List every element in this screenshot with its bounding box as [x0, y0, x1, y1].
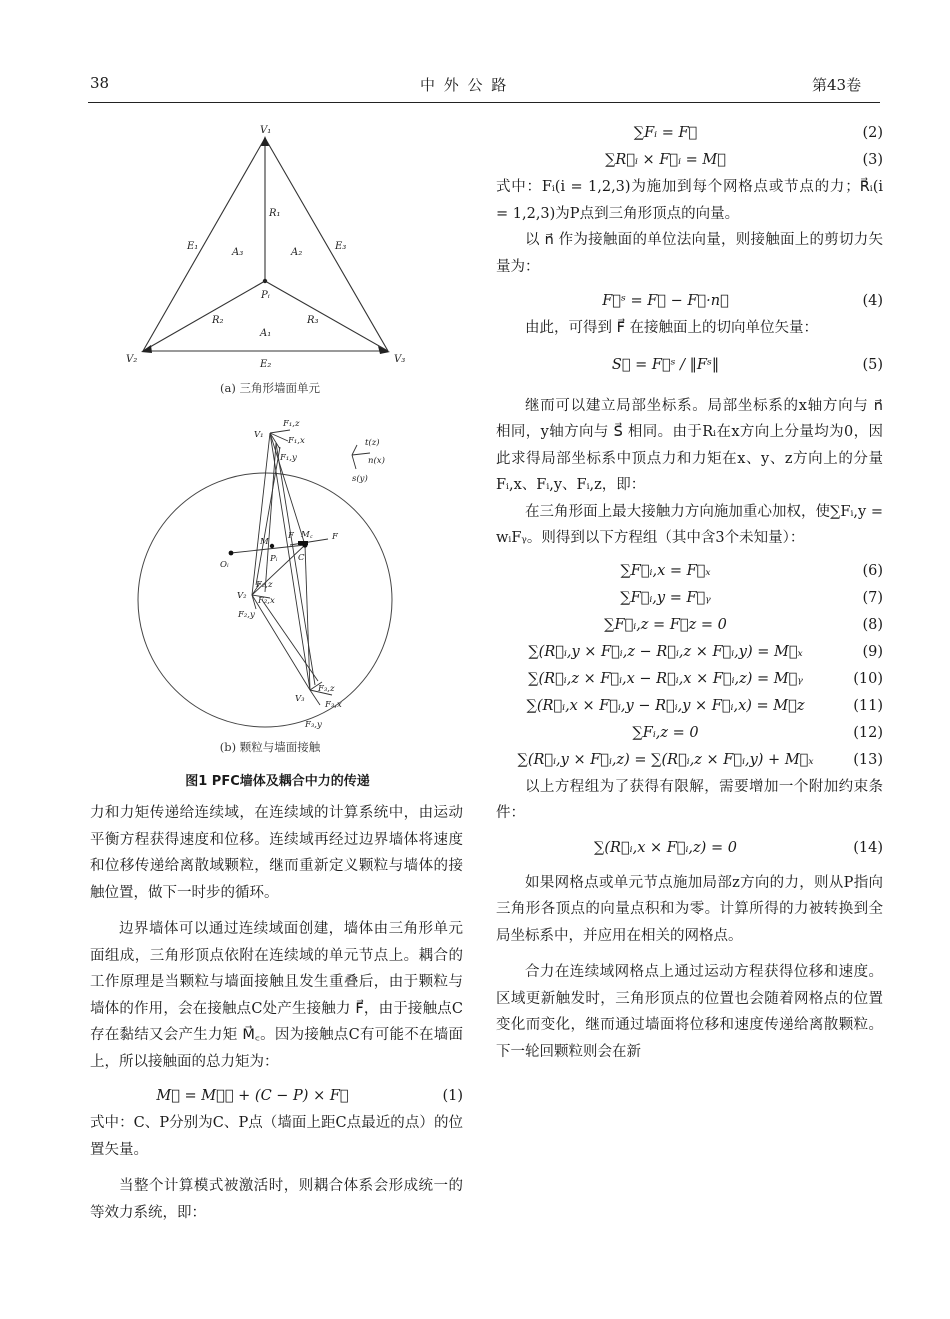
label-f-inner: F [288, 531, 294, 541]
equation-1-number: (1) [442, 1088, 463, 1105]
equation-8 [496, 612, 883, 639]
equation-7-body: ∑F⃗ᵢ,y = F⃗ᵧ [620, 589, 711, 606]
label-c: C [298, 553, 305, 563]
label-a3: A₃ [232, 247, 244, 258]
label-f3y: F₃,y [305, 720, 322, 730]
equation-11-body: ∑(R⃗ᵢ,x × F⃗ᵢ,y − R⃗ᵢ,y × F⃗ᵢ,x) = M⃗z [526, 697, 805, 714]
label-b-pi: Pᵢ [270, 554, 278, 564]
page-number: 38 [90, 74, 110, 92]
label-e3: E₃ [335, 241, 347, 252]
left-paragraph-1: 力和力矩传递给连续域，在连续域的计算系统中，由运动平衡方程获得速度和位移。连续域再经过边界墙体将速度和位移传递给离散域颗粒，继而重新定义颗粒与墙体的接触位置，做下一时步的循环。 [90, 805, 463, 901]
equation-10-body: ∑(R⃗ᵢ,z × F⃗ᵢ,x − R⃗ᵢ,x × F⃗ᵢ,z) = M⃗ᵧ [528, 670, 803, 687]
label-f1x: F₁,x [288, 436, 305, 446]
equation-13 [496, 747, 883, 774]
label-b-v3: V₃ [295, 694, 305, 704]
figure-a-triangle [110, 118, 430, 374]
right-paragraph-8: 合力在连续域网格点上通过运动方程获得位移和速度。区域更新触发时，三角形顶点的位置也会随着网格点的位置变化而变化，继而通过墙面将位移和速度传递给离散颗粒。下一轮回颗粒则会在新 [496, 964, 883, 1060]
equation-7 [496, 585, 883, 612]
equation-12-number: (12) [853, 724, 883, 741]
equation-8-body: ∑F⃗ᵢ,z = F⃗z = 0 [604, 616, 727, 633]
label-nx: n(x) [368, 456, 385, 466]
figure-a-caption: (a) 三角形墙面单元 [220, 381, 320, 395]
label-sy: s(y) [352, 474, 368, 484]
left-paragraph-2: 边界墙体可以通过连续域面创建，墙体由三角形单元面组成，三角形顶点依附在连续域的单元节点上。耦合的工作原理是当颗粒与墙面接触且发生重叠后，由于颗粒与墙体的作用，会在接触点C处产生接触力 F⃗，由于接触点C存在黏结又会产生力矩 M⃗꜀。因为接触点C有可能不在墙面上，所以接触面的总力矩为： [90, 921, 463, 1070]
label-mc: M꜀ [301, 530, 313, 540]
right-paragraph-6: 以上方程组为了获得有限解，需要增加一个附加约束条件： [496, 778, 883, 821]
equation-2 [496, 120, 883, 147]
label-r2: R₂ [212, 315, 224, 326]
label-v2: V₂ [126, 354, 138, 365]
equation-2-number: (2) [862, 125, 883, 142]
right-paragraph-7: 如果网格点或单元节点施加局部z方向的力，则从P指向三角形各顶点的向量点积和为零。计算所得的力被转换到全局坐标系中，并应用在相关的网格点。 [496, 874, 883, 944]
equation-6 [496, 558, 883, 585]
equation-1 [90, 1083, 463, 1110]
equation-7-number: (7) [862, 589, 883, 606]
equation-5-body: S⃗ = F⃗ˢ / ‖Fˢ‖ [611, 356, 720, 373]
equation-11 [496, 693, 883, 720]
label-f2x: F₂,x [258, 596, 275, 606]
label-f3z: F₃,z [318, 684, 335, 694]
equation-14 [496, 835, 883, 862]
equation-10 [496, 666, 883, 693]
figure-caption: 图1 PFC墙体及耦合中力的传递 [185, 774, 370, 789]
equation-8-number: (8) [862, 616, 883, 633]
label-f3x: F₃,x [325, 700, 342, 710]
equation-2-body: ∑Fᵢ = F⃗ [633, 125, 698, 142]
label-v1: V₁ [260, 125, 272, 136]
label-a1: A₁ [260, 328, 272, 339]
label-b-v2: V₂ [237, 591, 247, 601]
equation-5 [496, 352, 883, 379]
equation-9-number: (9) [862, 643, 883, 660]
label-e1: E₁ [187, 241, 199, 252]
label-r3: R₃ [307, 315, 319, 326]
equation-11-number: (11) [853, 697, 883, 714]
equation-3-number: (3) [862, 152, 883, 169]
equation-12-body: ∑Fᵢ,z = 0 [632, 724, 699, 741]
equation-9-body: ∑(R⃗ᵢ,y × F⃗ᵢ,z − R⃗ᵢ,z × F⃗ᵢ,y) = M⃗ₓ [528, 643, 803, 660]
equation-5-number: (5) [862, 356, 883, 373]
label-m: M [260, 537, 269, 547]
equation-6-number: (6) [862, 562, 883, 579]
header-rule [88, 102, 880, 103]
equation-1-body: M⃗ = M⃗꜀ + (C − P) × F⃗ [156, 1088, 349, 1105]
equation-10-number: (10) [853, 670, 883, 687]
left-column [90, 800, 463, 1226]
label-r1: R₁ [269, 208, 281, 219]
figure-b-contact [120, 405, 420, 735]
right-paragraph-2: 以 n⃗ 作为接触面的单位法向量，则接触面上的剪切力矢量为： [496, 232, 883, 275]
equation-4 [496, 288, 883, 315]
label-e2: E₂ [260, 359, 272, 370]
journal-title: 中 外 公 路 [420, 76, 509, 94]
equation-3 [496, 147, 883, 174]
equation-13-number: (13) [853, 751, 883, 768]
right-paragraph-5: 在三角形面上最大接触力方向施加重心加权，使∑Fᵢ,y = wᵢFᵧ。则得到以下方程组（其中含3个未知量）： [496, 503, 883, 546]
equation-3-body: ∑R⃗ᵢ × F⃗ᵢ = M⃗ [605, 152, 726, 169]
right-paragraph-1: 式中：Fᵢ(i = 1,2,3)为施加到每个网格点或节点的力；R⃗ᵢ(i = 1,2,3)为P点到三角形顶点的向量。 [496, 179, 883, 222]
label-f1y: F₁,y [280, 453, 297, 463]
label-b-v1: V₁ [254, 430, 264, 440]
label-tz: t(z) [365, 438, 380, 448]
label-f-outer: F [332, 532, 338, 542]
label-oi: Oᵢ [220, 560, 229, 570]
equation-4-number: (4) [862, 293, 883, 310]
equation-9 [496, 639, 883, 666]
equation-4-body: F⃗ˢ = F⃗ − F⃗·n⃗ [602, 293, 729, 310]
equation-14-body: ∑(R⃗ᵢ,x × F⃗ᵢ,z) = 0 [594, 839, 737, 856]
label-pi: Pᵢ [261, 290, 270, 301]
label-v3: V₃ [394, 354, 406, 365]
right-paragraph-4: 继而可以建立局部坐标系。局部坐标系的x轴方向与 n⃗ 相同，y轴方向与 S⃗ 相同。由于Rᵢ在x方向上分量均为0，因此求得局部坐标系中顶点力和力矩在x、y、z方向上的分量Fᵢ,x、Fᵢ,y、Fᵢ,z，即： [496, 397, 883, 493]
equation-6-body: ∑F⃗ᵢ,x = F⃗ₓ [620, 562, 711, 579]
label-f2z: F₂,z [256, 580, 273, 590]
equation-14-number: (14) [853, 839, 883, 856]
volume-label: 第43卷 [812, 76, 862, 94]
left-paragraph-4: 当整个计算模式被激活时，则耦合体系会形成统一的等效力系统，即： [90, 1178, 463, 1221]
equation-12 [496, 720, 883, 747]
right-paragraph-3: 由此，可得到 F⃗ 在接触面上的切向单位矢量： [525, 320, 819, 336]
left-paragraph-3: 式中：C、P分别为C、P点（墙面上距C点最近的点）的位置矢量。 [90, 1115, 463, 1158]
label-f2y: F₂,y [238, 610, 255, 620]
right-column [496, 120, 883, 1065]
figure-b-caption: (b) 颗粒与墙面接触 [219, 740, 321, 754]
equation-13-body: ∑(R⃗ᵢ,y × F⃗ᵢ,z) = ∑(R⃗ᵢ,z × F⃗ᵢ,y) + M⃗ₓ [517, 751, 814, 768]
label-f1z: F₁,z [283, 419, 300, 429]
label-a2: A₂ [291, 247, 303, 258]
